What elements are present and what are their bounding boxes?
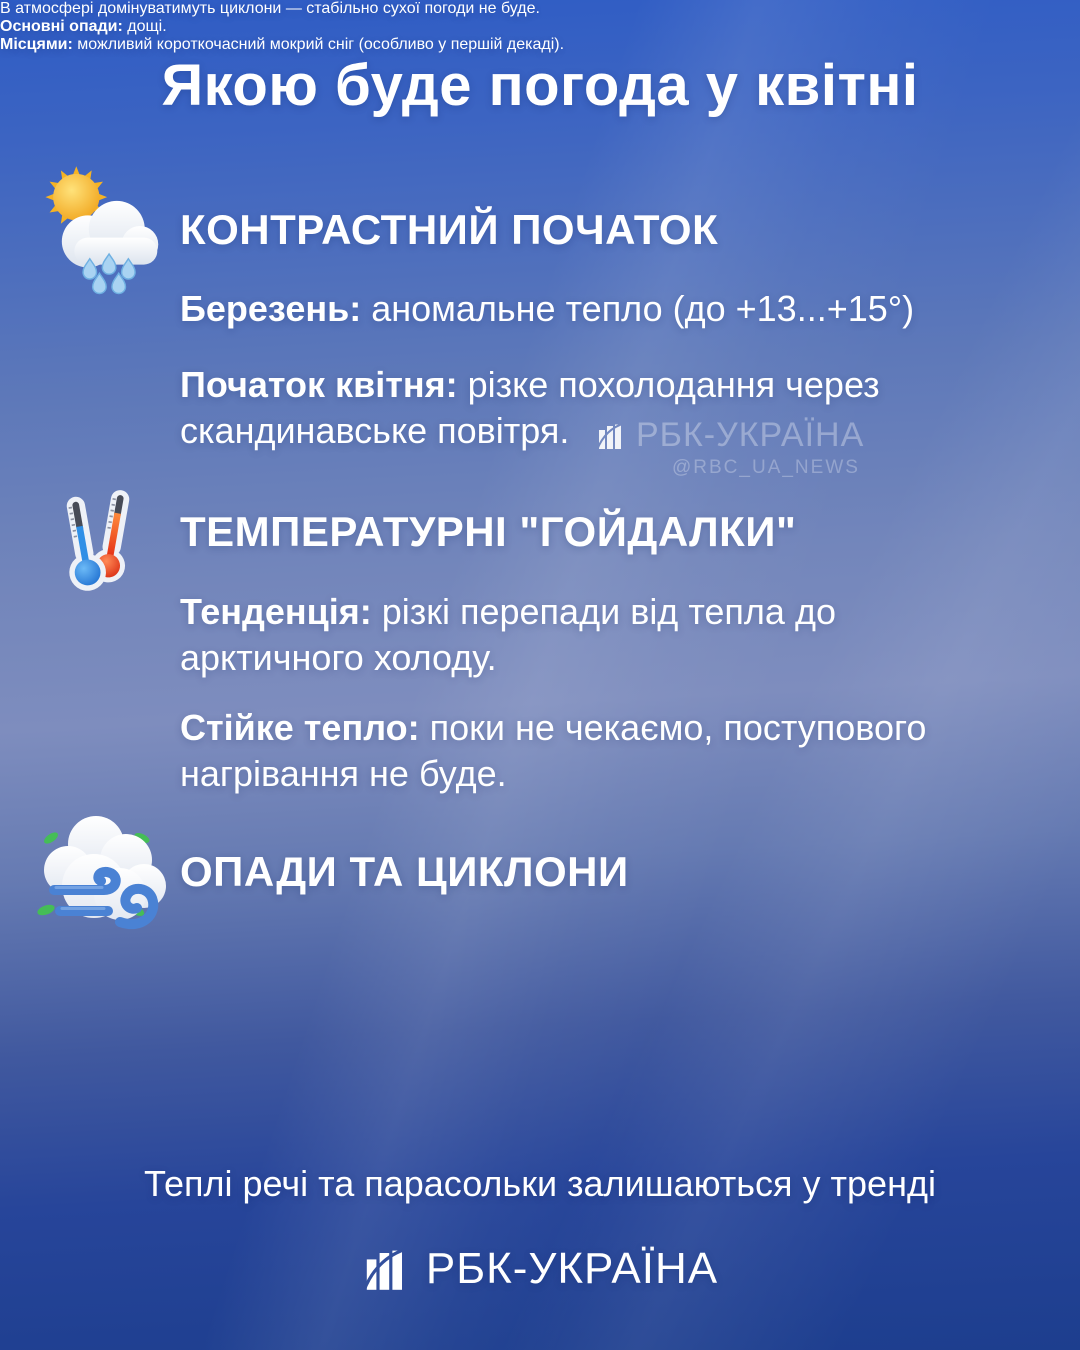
rbc-logo-mark-icon [596,421,626,451]
paragraph-cyclones [0,0,890,18]
paragraph-march [180,286,1000,332]
section-heading-contrast-start: КОНТРАСТНИЙ ПОЧАТОК [180,206,719,253]
paragraph-tendency [180,589,900,681]
paragraph-lead: Стійке тепло: [180,707,420,748]
wind-cloud-icon [24,798,174,948]
paragraph-text: поки не чекаємо, поступового нагрівання не буде. [180,707,927,794]
rbc-logo-mark-icon [362,1245,410,1293]
paragraph-text: різкі перепади від тепла до арктичного холоду. [180,591,836,678]
paragraph-lead: Тенденція: [180,591,372,632]
paragraph-lead: Березень: [180,288,362,329]
paragraph-block-precipitation [0,0,890,54]
paragraph-stable-warmth [180,705,960,797]
paragraph-lead: Початок квітня: [180,364,458,405]
section-heading-temperature-swings: ТЕМПЕРАТУРНІ "ГОЙДАЛКИ" [180,508,797,555]
paragraph-lead: Місцями: [0,36,73,53]
section-heading-precipitation-cyclones: ОПАДИ ТА ЦИКЛОНИ [180,848,629,895]
footer-tagline: Теплі речі та парасольки залишаються у тренді [144,1163,936,1204]
paragraph-lead: Основні опади: [0,18,123,35]
paragraph-text: В атмосфері домінуватимуть циклони — стабільно сухої погоди не буде. [0,0,540,17]
watermark [596,416,864,479]
thermometers-icon [48,482,148,602]
page-title: Якою буде погода у квітні [161,53,919,118]
watermark-brand: РБК-УКРАЇНА [636,416,865,454]
watermark-handle: @RBC_UA_NEWS [672,457,860,478]
paragraph-main-precipitation [0,18,890,36]
paragraph-text: можливий короткочасний мокрий сніг (особливо у першій декаді). [72,36,565,53]
paragraph-text: дощі. [122,18,167,35]
paragraph-text: аномальне тепло (до +13...+15°) [361,288,915,329]
brand-logo [0,1244,1080,1294]
sun-rain-cloud-icon [30,156,165,296]
brand-name: РБК-УКРАЇНА [425,1244,719,1293]
paragraph-text: різке похолодання через скандинавське повітря. [180,364,880,451]
